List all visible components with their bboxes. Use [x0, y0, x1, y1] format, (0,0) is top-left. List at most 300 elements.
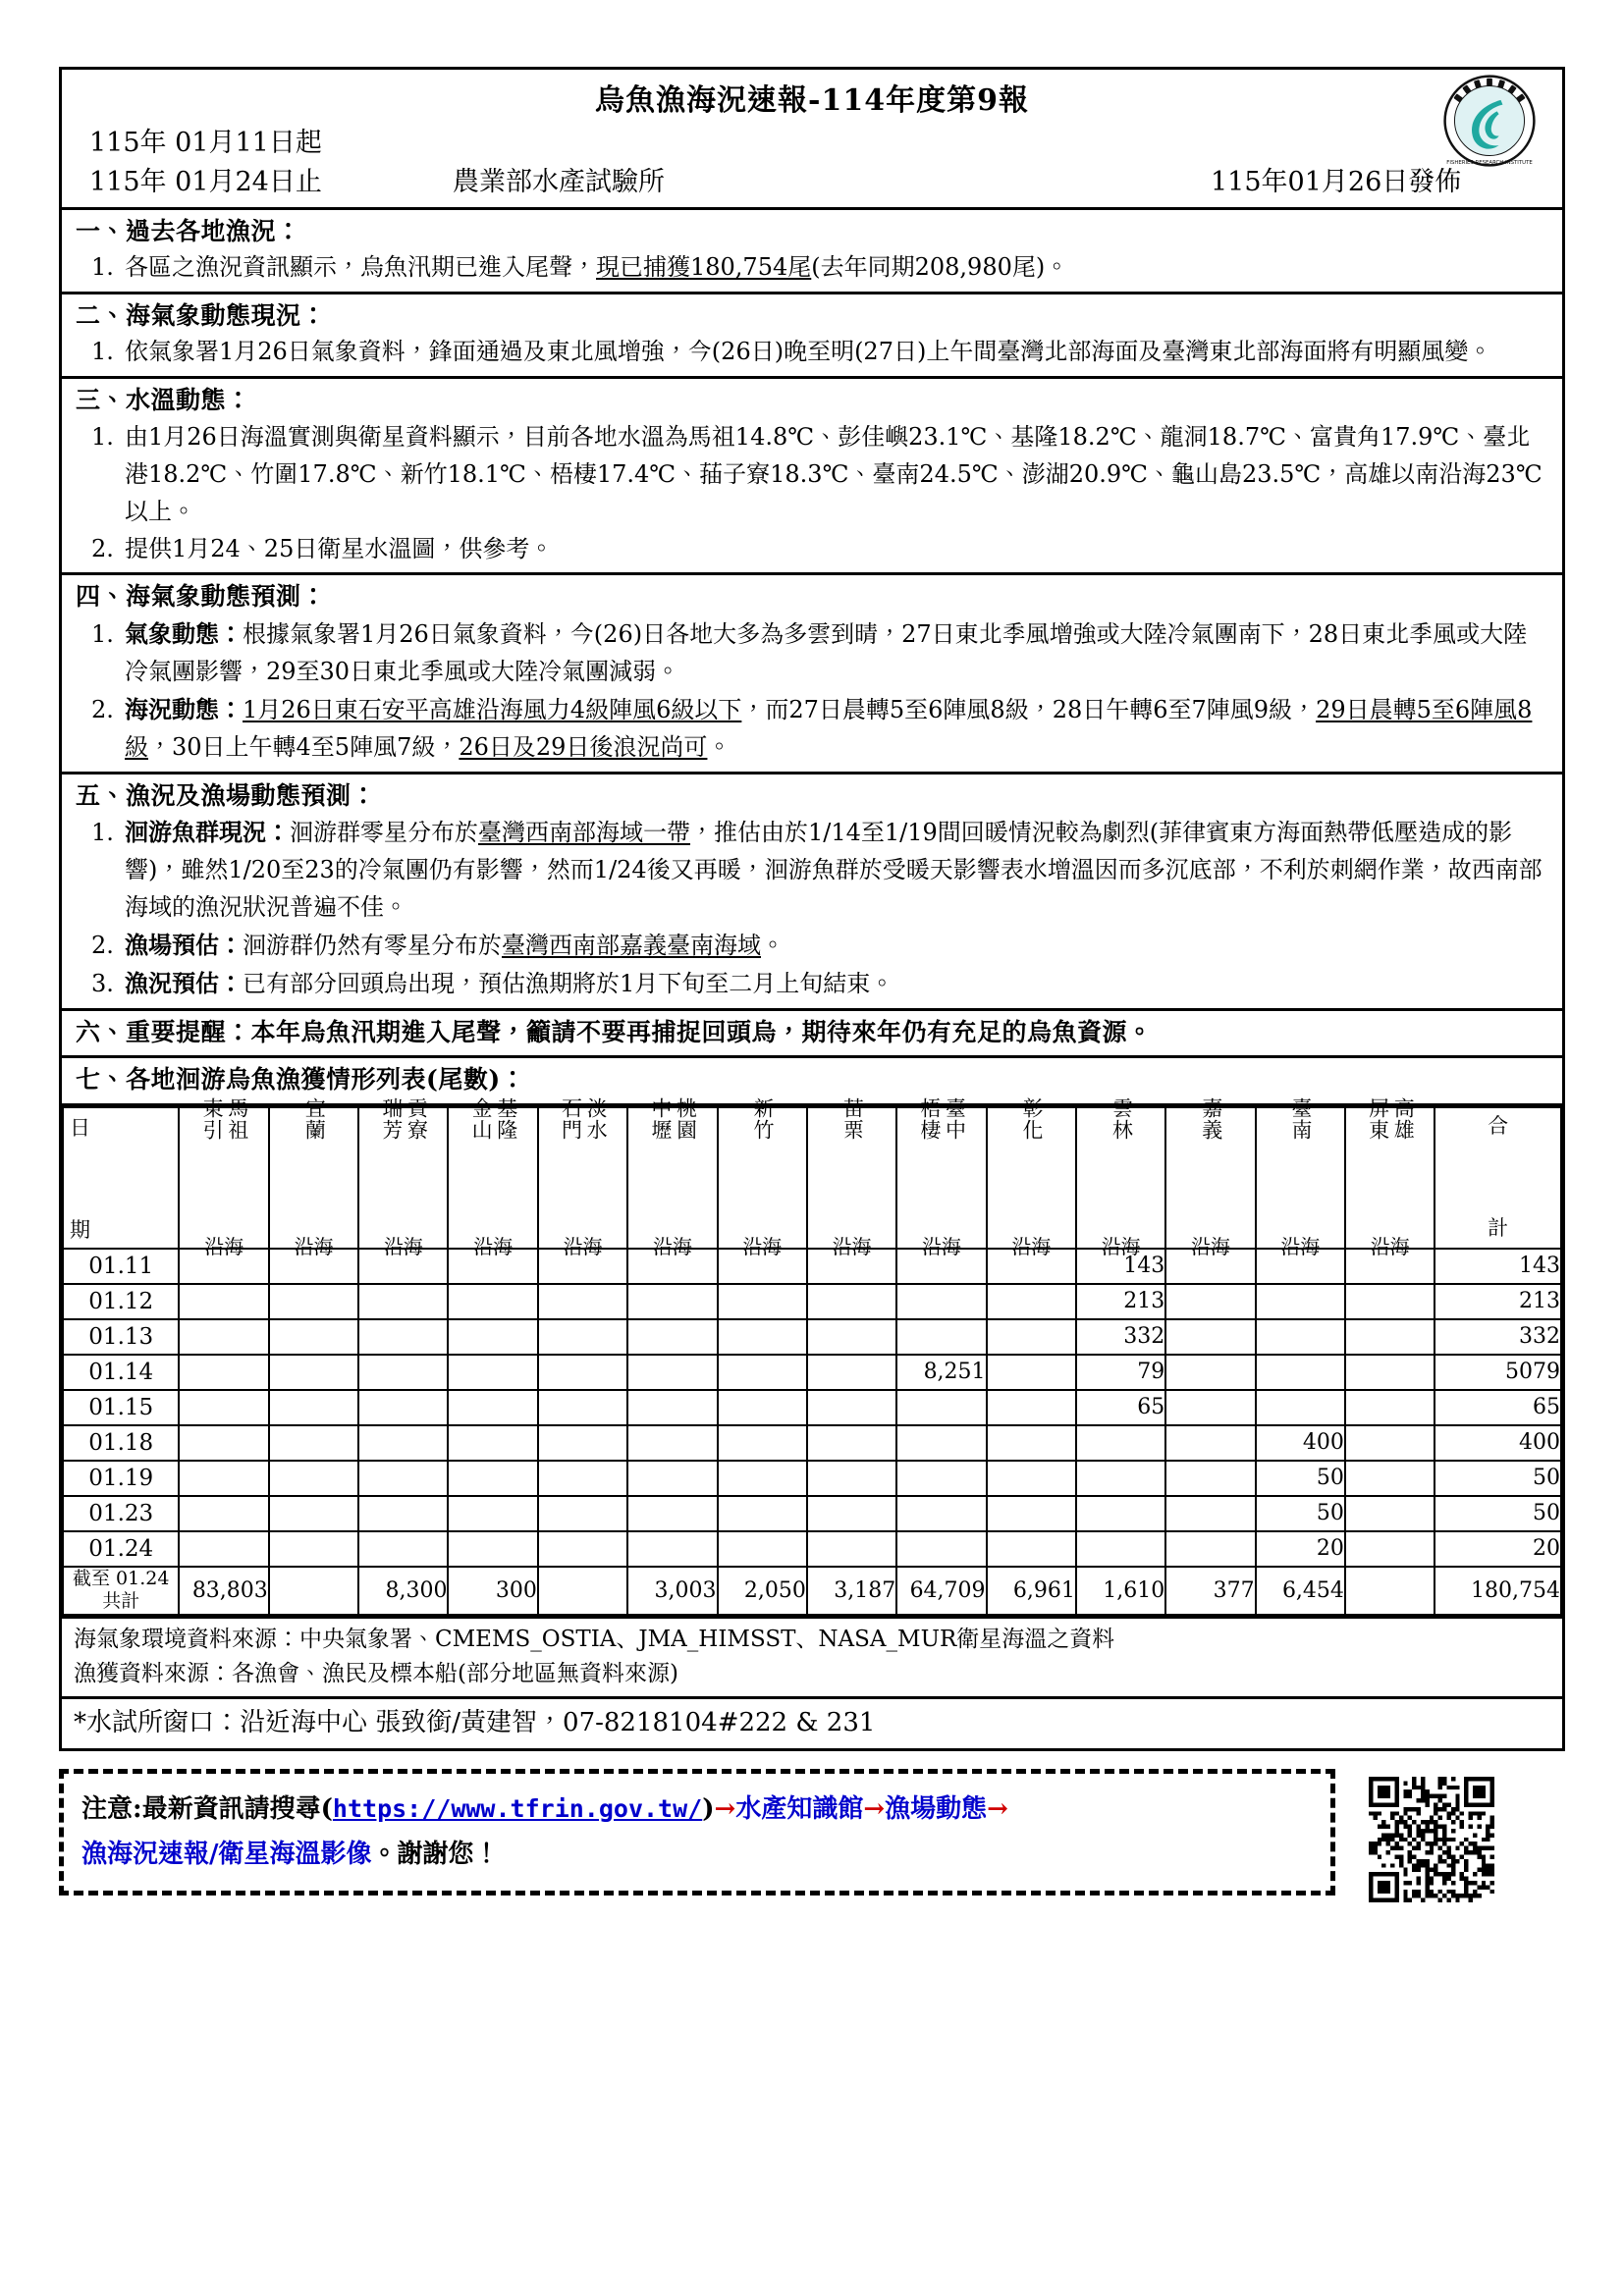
cell-catch-value: [1076, 1531, 1165, 1567]
section-heading: 五、漁況及漁場動態預測：: [76, 780, 377, 810]
cell-catch-value: [987, 1496, 1076, 1531]
cell-catch-value: 213: [1076, 1284, 1165, 1319]
cell-catch-value: [358, 1319, 448, 1355]
cell-catch-value: [448, 1319, 537, 1355]
table-row: [63, 1531, 1561, 1567]
item-text-part: 現已捕獲180,754尾: [596, 253, 812, 281]
section-2: [62, 292, 1562, 376]
cell-catch-value: 400: [1256, 1425, 1345, 1461]
section-item: [91, 814, 1548, 927]
catch-table-wrapper: [62, 1096, 1562, 1617]
col-header-region: [538, 1096, 627, 1258]
cell-catch-value: [538, 1531, 627, 1567]
svg-text:FISHERIES RESEARCH INSTITUTE: FISHERIES RESEARCH INSTITUTE: [1446, 160, 1533, 167]
cell-column-total: 1,610: [1076, 1567, 1165, 1616]
item-text-part: 海況動態：: [125, 694, 243, 723]
cell-row-total: 5079: [1435, 1355, 1561, 1390]
cell-catch-value: [987, 1461, 1076, 1496]
item-number: 1.: [91, 253, 114, 281]
cell-catch-value: [448, 1355, 537, 1390]
item-number: 3.: [91, 969, 114, 997]
table-row: [63, 1284, 1561, 1319]
sections-container: [62, 207, 1562, 1008]
table-row: [63, 1355, 1561, 1390]
col-header-region-primary: 雲林: [1110, 1096, 1134, 1141]
notice-breadcrumb-2[interactable]: 漁場動態: [885, 1794, 988, 1825]
cell-catch-value: [1345, 1319, 1435, 1355]
contact-line: *水試所窗口：沿近海中心 張致銜/黃建智，07-8218104#222 & 231: [62, 1696, 1562, 1748]
item-text-part: 依氣象署1月26日氣象資料，鋒面通過及東北風增強，今(26日)晚至明(27日)上午間臺灣北部海面及臺灣東北部海面將有明顯風變。: [125, 338, 1492, 366]
item-text-part: 漁場預估：: [125, 930, 243, 959]
cell-catch-value: [179, 1390, 268, 1425]
col-header-total-bottom: 計: [1488, 1216, 1509, 1241]
col-header-region-secondary: 梧棲: [917, 1096, 942, 1141]
cell-catch-value: [1345, 1355, 1435, 1390]
cell-catch-value: [987, 1355, 1076, 1390]
cell-row-total: 20: [1435, 1531, 1561, 1567]
cell-row-total: 213: [1435, 1284, 1561, 1319]
cell-catch-value: [269, 1425, 358, 1461]
item-number: 2.: [91, 695, 114, 723]
cell-catch-value: [358, 1531, 448, 1567]
col-header-region: [1345, 1096, 1435, 1258]
publish-date: 115年01月26日發佈: [1211, 167, 1462, 197]
cell-catch-value: [538, 1390, 627, 1425]
cell-catch-value: [987, 1425, 1076, 1461]
section-item: [91, 615, 1548, 691]
cell-catch-value: [538, 1319, 627, 1355]
section-1: [62, 207, 1562, 292]
cell-catch-value: [627, 1461, 717, 1496]
cell-catch-value: [1165, 1390, 1255, 1425]
col-header-region-suffix: 沿海: [383, 1234, 423, 1258]
cell-catch-value: [627, 1496, 717, 1531]
notice-breadcrumb-1[interactable]: 水產知識館: [735, 1794, 864, 1825]
cell-column-total: [538, 1567, 627, 1616]
col-header-region-primary: 新竹: [750, 1096, 775, 1141]
cell-catch-value: [179, 1319, 268, 1355]
item-text-part: 。: [761, 931, 785, 959]
cell-catch-value: [896, 1496, 986, 1531]
cell-catch-value: [718, 1284, 807, 1319]
item-number: 2.: [91, 534, 114, 562]
cell-catch-value: [269, 1284, 358, 1319]
cell-row-total: 50: [1435, 1496, 1561, 1531]
cell-catch-value: [807, 1425, 896, 1461]
cell-catch-value: [1165, 1425, 1255, 1461]
cell-column-total: 3,187: [807, 1567, 896, 1616]
item-text-part: 提供1月24、25日衛星水溫圖，供參考。: [125, 534, 554, 562]
notice-label: 注意:: [81, 1794, 142, 1825]
cell-catch-value: [718, 1355, 807, 1390]
cell-catch-value: [896, 1531, 986, 1567]
cell-catch-value: [538, 1355, 627, 1390]
masthead: [62, 70, 1562, 207]
cell-row-total: 143: [1435, 1249, 1561, 1284]
cell-column-total: 6,454: [1256, 1567, 1345, 1616]
col-header-region-primary: 高雄: [1391, 1096, 1416, 1141]
item-text-part: 各區之漁況資訊顯示，烏魚汛期已進入尾聲，: [125, 253, 596, 281]
cell-catch-value: [448, 1496, 537, 1531]
cell-catch-value: [1165, 1461, 1255, 1496]
notice-line-2: [81, 1833, 1315, 1878]
cell-catch-value: [538, 1284, 627, 1319]
cell-catch-value: [448, 1531, 537, 1567]
cell-catch-value: [987, 1531, 1076, 1567]
cell-catch-value: [718, 1531, 807, 1567]
cell-catch-value: [1256, 1284, 1345, 1319]
col-header-region-suffix: 沿海: [473, 1234, 514, 1258]
table-row: [63, 1496, 1561, 1531]
tfrin-website-link[interactable]: https://www.tfrin.gov.tw/: [332, 1794, 703, 1824]
section-item: [91, 419, 1548, 531]
col-header-region-suffix: 沿海: [1011, 1234, 1052, 1258]
cell-catch-value: [807, 1390, 896, 1425]
section-item: [91, 691, 1548, 767]
cell-catch-value: [718, 1390, 807, 1425]
col-header-region-suffix: 沿海: [652, 1234, 692, 1258]
cell-catch-value: [896, 1461, 986, 1496]
table-row: [63, 1425, 1561, 1461]
item-text-part: 根據氣象署1月26日氣象資料，今(26)日各地大多為多雲到晴，27日東北季風增強或大陸冷氣團南下，28日東北季風或大陸冷氣團影響，29至30日東北季風或大陸冷氣團減弱。: [125, 619, 1528, 685]
notice-breadcrumb-3[interactable]: 漁海況速報/衛星海溫影像: [81, 1839, 372, 1869]
cell-catch-value: [538, 1425, 627, 1461]
cell-catch-value: [1165, 1531, 1255, 1567]
cell-catch-value: [1256, 1355, 1345, 1390]
cell-catch-value: [358, 1461, 448, 1496]
col-header-region-suffix: 沿海: [742, 1234, 783, 1258]
met-ocean-data-source: 海氣象環境資料來源：中央氣象署、CMEMS_OSTIA、JMA_HIMSST、NASA_MUR衛星海溫之資料: [74, 1627, 1115, 1653]
report-frame: [59, 67, 1565, 1751]
cell-catch-value: [1165, 1355, 1255, 1390]
col-header-region-primary: 淡水: [584, 1096, 609, 1141]
catch-table-body: [63, 1249, 1561, 1616]
col-header-region-suffix: 沿海: [204, 1234, 244, 1258]
cell-grand-total: 180,754: [1435, 1567, 1561, 1616]
col-header-region-suffix: 沿海: [1190, 1234, 1230, 1258]
cell-catch-value: [1345, 1531, 1435, 1567]
col-header-region: [807, 1096, 896, 1258]
cell-catch-value: [807, 1531, 896, 1567]
arrow-icon-3: →: [987, 1794, 1008, 1825]
fisheries-research-institute-logo: [1442, 74, 1537, 168]
item-text-part: 臺灣西南部嘉義臺南海域: [502, 931, 761, 959]
cell-catch-value: [1345, 1284, 1435, 1319]
cell-column-total: 83,803: [179, 1567, 268, 1616]
cell-catch-value: [718, 1461, 807, 1496]
cell-catch-value: 143: [1076, 1249, 1165, 1284]
col-header-region-primary: 桃園: [674, 1096, 698, 1141]
col-header-region-primary: 貢寮: [405, 1096, 429, 1141]
col-header-date-bottom: 期: [70, 1217, 90, 1242]
cell-catch-value: 8,251: [896, 1355, 986, 1390]
cell-catch-value: [1345, 1390, 1435, 1425]
cell-total-label-bottom: 共計: [102, 1590, 140, 1613]
catch-table: [62, 1096, 1562, 1617]
cell-catch-value: [179, 1284, 268, 1319]
section-3: [62, 376, 1562, 572]
cell-catch-value: [807, 1355, 896, 1390]
col-header-region: [896, 1096, 986, 1258]
cell-catch-value: [807, 1496, 896, 1531]
item-number: 1.: [91, 819, 114, 847]
cell-catch-value: [1165, 1496, 1255, 1531]
item-text-part: ，推估由於1/14至1/19間回暖情況較為劇烈(菲律賓東方海面熱帶低壓造成的影響)，雖然1/20至23的冷氣團仍有影響，然而1/24後又再暖，洄游魚群於受暖天影響表水增溫因而多沉底部，不利於刺網作業，故西南部海域的漁況狀況普遍不佳。: [125, 819, 1543, 921]
cell-date: 01.13: [63, 1319, 179, 1355]
col-header-region-primary: 基隆: [494, 1096, 518, 1141]
cell-column-total: 3,003: [627, 1567, 717, 1616]
cell-catch-value: [807, 1284, 896, 1319]
cell-catch-value: [627, 1390, 717, 1425]
cell-catch-value: 20: [1256, 1531, 1345, 1567]
cell-catch-value: [448, 1284, 537, 1319]
section-4: [62, 572, 1562, 771]
col-header-region-secondary: 瑞芳: [379, 1096, 404, 1141]
period-start-date: 115年 01月11日起: [89, 127, 322, 158]
cell-catch-value: [1076, 1461, 1165, 1496]
cell-catch-value: [269, 1355, 358, 1390]
cell-catch-value: [627, 1355, 717, 1390]
col-header-region-suffix: 沿海: [1370, 1234, 1410, 1258]
cell-catch-value: [179, 1355, 268, 1390]
item-number: 1.: [91, 338, 114, 366]
cell-catch-value: [896, 1319, 986, 1355]
item-text-part: 洄游魚群現況：: [125, 818, 290, 847]
notice-lead-text: 最新資訊請搜尋(: [141, 1794, 333, 1825]
cell-catch-value: [538, 1496, 627, 1531]
cell-catch-value: 332: [1076, 1319, 1165, 1355]
cell-catch-value: [269, 1496, 358, 1531]
cell-catch-value: [179, 1461, 268, 1496]
masthead-line-1: [62, 124, 1562, 167]
col-header-date: [63, 1107, 179, 1249]
cell-catch-value: [987, 1319, 1076, 1355]
table-row: [63, 1249, 1561, 1284]
cell-catch-value: [627, 1284, 717, 1319]
col-header-region-primary: 彰化: [1020, 1096, 1045, 1141]
col-header-region: [627, 1096, 717, 1258]
cell-catch-value: [1165, 1284, 1255, 1319]
cell-column-total: 64,709: [896, 1567, 986, 1616]
col-header-region-suffix: 沿海: [563, 1234, 603, 1258]
organization-name: 農業部水產試驗所: [453, 167, 665, 197]
table-row: [63, 1319, 1561, 1355]
cell-catch-value: 50: [1256, 1496, 1345, 1531]
col-header-region: [1165, 1096, 1255, 1258]
notice-thanks: 。謝謝您！: [371, 1839, 500, 1869]
cell-catch-value: [1076, 1425, 1165, 1461]
item-text-part: 臺灣西南部海域一帶: [478, 819, 690, 847]
col-header-region-primary: 臺南: [1289, 1096, 1314, 1141]
cell-catch-value: [448, 1461, 537, 1496]
qr-code-icon: [1369, 1777, 1494, 1902]
item-text-part: 漁況預估：: [125, 968, 243, 997]
arrow-icon-1: →: [714, 1794, 736, 1825]
col-header-region: [1076, 1096, 1165, 1258]
catch-header-row: [63, 1107, 1561, 1249]
cell-date: 01.19: [63, 1461, 179, 1496]
item-text-part: 26日及29日後浪況尚可: [459, 732, 708, 761]
important-reminder-text: 六、重要提醒：本年烏魚汛期進入尾聲，籲請不要再捕捉回頭烏，期待來年仍有充足的烏魚資源。: [76, 1017, 1153, 1046]
cell-column-total: 6,961: [987, 1567, 1076, 1616]
cell-catch-value: [1256, 1319, 1345, 1355]
section-heading: 四、海氣象動態預測：: [76, 582, 327, 612]
cell-catch-value: [448, 1390, 537, 1425]
table-row: [63, 1461, 1561, 1496]
col-header-region: [718, 1096, 807, 1258]
cell-column-total: 2,050: [718, 1567, 807, 1616]
cell-catch-value: [1345, 1425, 1435, 1461]
cell-catch-value: [358, 1355, 448, 1390]
item-text-part: 已有部分回頭烏出現，預估漁期將於1月下旬至二月上旬結束。: [243, 969, 894, 997]
item-text-part: (去年同期208,980尾)。: [811, 253, 1069, 281]
col-header-region: [1256, 1096, 1345, 1258]
item-number: 2.: [91, 931, 114, 959]
item-text-part: 氣象動態：: [125, 618, 243, 648]
cell-catch-value: [896, 1284, 986, 1319]
col-header-region-secondary: 金山: [469, 1096, 494, 1141]
item-text-part: 洄游群零星分布於: [290, 819, 478, 847]
catch-data-source: 漁獲資料來源：各漁會、漁民及標本船(部分地區無資料來源): [74, 1660, 678, 1686]
col-header-region: [179, 1096, 268, 1258]
period-end-date: 115年 01月24日止: [89, 167, 322, 197]
item-text-part: ，而27日晨轉5至6陣風8級，28日午轉6至7陣風9級，: [741, 695, 1317, 723]
item-text-part: 29日晨轉5至6陣風8級: [125, 695, 1533, 761]
cell-row-total: 50: [1435, 1461, 1561, 1496]
section-item: [91, 965, 1548, 1003]
important-reminder-block: [62, 1008, 1562, 1056]
col-header-region: [269, 1096, 358, 1258]
cell-catch-value: [718, 1319, 807, 1355]
cell-date: 01.24: [63, 1531, 179, 1567]
col-header-region: [448, 1096, 537, 1258]
cell-date: 01.11: [63, 1249, 179, 1284]
section-5: [62, 772, 1562, 1008]
cell-catch-value: [538, 1461, 627, 1496]
cell-catch-value: [1345, 1496, 1435, 1531]
cell-catch-value: [1076, 1496, 1165, 1531]
item-number: 1.: [91, 619, 114, 648]
cell-catch-value: 79: [1076, 1355, 1165, 1390]
cell-catch-value: [627, 1425, 717, 1461]
col-header-region-primary: 苗栗: [840, 1096, 865, 1141]
cell-catch-value: [896, 1390, 986, 1425]
catch-table-title: 七、各地洄游烏魚漁獲情形列表(尾數)：: [76, 1065, 526, 1095]
col-header-region-suffix: 沿海: [921, 1234, 961, 1258]
cell-date: 01.23: [63, 1496, 179, 1531]
cell-catch-value: [179, 1425, 268, 1461]
cell-catch-value: [987, 1390, 1076, 1425]
col-header-region: [987, 1096, 1076, 1258]
col-header-region-primary: 臺中: [943, 1096, 967, 1141]
notice-line-1: [81, 1788, 1315, 1833]
cell-catch-value: [807, 1319, 896, 1355]
col-header-region-secondary: 石門: [559, 1096, 583, 1141]
col-header-region-suffix: 沿海: [1280, 1234, 1321, 1258]
report-title: 烏魚漁海況速報-114年度第9報: [595, 83, 1029, 118]
col-header-date-top: 日: [70, 1115, 90, 1140]
item-number: 1.: [91, 422, 114, 451]
cell-column-total: [269, 1567, 358, 1616]
data-sources-block: [62, 1616, 1562, 1696]
cell-total-label: [63, 1567, 179, 1616]
col-header-region: [358, 1096, 448, 1258]
cell-date: 01.18: [63, 1425, 179, 1461]
cell-catch-value: 50: [1256, 1461, 1345, 1496]
col-header-region-secondary: 東引: [200, 1096, 225, 1141]
cell-catch-value: [1165, 1319, 1255, 1355]
item-text-part: 。: [707, 732, 731, 761]
col-header-region-primary: 宜蘭: [302, 1096, 327, 1141]
cell-column-total: [1345, 1567, 1435, 1616]
cell-catch-value: [269, 1531, 358, 1567]
cell-catch-value: [1256, 1390, 1345, 1425]
cell-date: 01.12: [63, 1284, 179, 1319]
col-header-region-secondary: 屏東: [1366, 1096, 1390, 1141]
cell-catch-value: [358, 1390, 448, 1425]
catch-table-title-block: [62, 1055, 1562, 1103]
cell-row-total: 332: [1435, 1319, 1561, 1355]
section-item: [91, 531, 1548, 568]
cell-catch-value: [896, 1425, 986, 1461]
cell-catch-value: [627, 1531, 717, 1567]
cell-date: 01.15: [63, 1390, 179, 1425]
cell-row-total: 400: [1435, 1425, 1561, 1461]
cell-catch-value: [269, 1390, 358, 1425]
cell-catch-value: [627, 1319, 717, 1355]
cell-catch-value: [987, 1284, 1076, 1319]
cell-catch-value: [269, 1319, 358, 1355]
col-header-region-primary: 馬祖: [225, 1096, 249, 1141]
item-text-part: ，30日上午轉4至5陣風7級，: [148, 732, 460, 761]
cell-total-label-top: 截至 01.24: [73, 1567, 170, 1589]
cell-catch-value: [179, 1496, 268, 1531]
col-header-total-top: 合: [1488, 1113, 1509, 1138]
section-item: [91, 249, 1548, 287]
section-item: [91, 927, 1548, 965]
item-text-part: 由1月26日海溫實測與衛星資料顯示，目前各地水溫為馬祖14.8℃、彭佳嶼23.1℃、基隆18.2℃、龍洞18.7℃、富貴角17.9℃、臺北港18.2℃、竹圍17.8℃、新竹18.1℃、梧棲17.4℃、菗子寮18.3℃、臺南24.5℃、澎湖20.9℃、龜山島23.5℃，高雄以南沿海23℃以上。: [125, 422, 1543, 525]
section-heading: 三、水溫動態：: [76, 386, 251, 415]
notice-area: [59, 1769, 1565, 1902]
cell-catch-value: [1345, 1461, 1435, 1496]
col-header-region-primary: 嘉義: [1199, 1096, 1223, 1141]
col-header-region-secondary: 中壢: [648, 1096, 673, 1141]
item-text-part: 1月26日東石安平高雄沿海風力4級陣風6級以下: [243, 695, 742, 723]
cell-catch-value: [807, 1461, 896, 1496]
cell-date: 01.14: [63, 1355, 179, 1390]
cell-catch-value: [358, 1425, 448, 1461]
cell-row-total: 65: [1435, 1390, 1561, 1425]
cell-column-total: 8,300: [358, 1567, 448, 1616]
item-text-part: 洄游群仍然有零星分布於: [243, 931, 502, 959]
section-heading: 一、過去各地漁況：: [76, 216, 301, 245]
section-item: [91, 334, 1548, 371]
cell-catch-value: [448, 1425, 537, 1461]
cell-catch-value: [179, 1531, 268, 1567]
cell-column-total: 300: [448, 1567, 537, 1616]
cell-catch-value: [269, 1461, 358, 1496]
cell-catch-value: [718, 1496, 807, 1531]
arrow-icon-2: →: [863, 1794, 886, 1825]
cell-catch-value: 65: [1076, 1390, 1165, 1425]
table-total-row: [63, 1567, 1561, 1616]
notice-paren-close: ): [702, 1794, 715, 1825]
notice-box: [59, 1769, 1335, 1896]
cell-catch-value: [718, 1425, 807, 1461]
section-heading: 二、海氣象動態現況：: [76, 300, 327, 330]
table-row: [63, 1390, 1561, 1425]
col-header-region-suffix: 沿海: [1101, 1234, 1141, 1258]
